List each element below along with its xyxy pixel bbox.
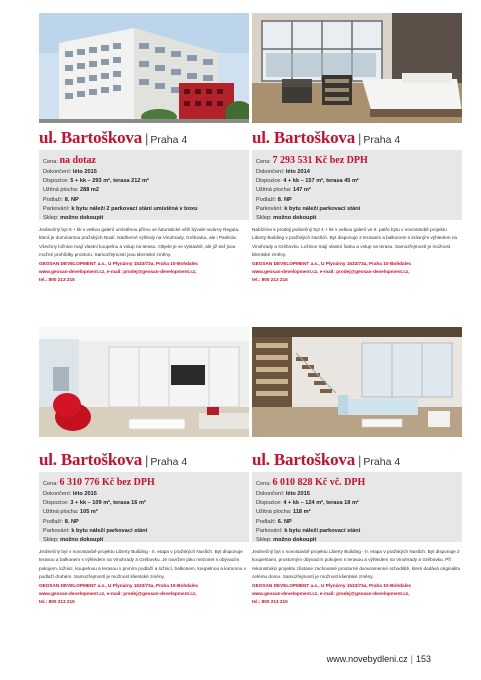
parking-value: k bytu náleží parkovací stání <box>71 527 148 534</box>
parking-label: Parkování: <box>256 527 283 534</box>
cellar-value: možno dokoupit <box>60 537 104 544</box>
layout-label: Dispozice: <box>256 500 282 507</box>
layout-label: Dispozice: <box>43 178 69 185</box>
floor-label: Podlaží: <box>256 196 277 203</box>
listing-description <box>252 226 462 285</box>
description-text: Jedinečný byt v novostavbě projektu Liberty Building - II. etapa v pražských Nuslích. Byt disponuje 2 koupelnami, prostorným obývacím pokojem s terasou a výhledem na Vinohrady a Grébovku. Při rekonstrukci projektu zůstane zachované prostorné dvouramenné schodiště, které dodává originalitu celému domu. Samozřejmostí je možnost klientské změny. <box>252 549 461 580</box>
floor-value: 8. NP <box>64 518 79 525</box>
floor-row <box>43 196 245 205</box>
price-value: 6 310 776 Kč bez DPH <box>59 477 155 488</box>
floor-label: Podlaží: <box>256 518 277 525</box>
cellar-label: Sklep: <box>43 537 59 544</box>
price-row <box>43 477 245 490</box>
listing-heading <box>39 450 249 468</box>
heading-separator: | <box>145 453 149 468</box>
area-value: 147 m² <box>293 187 311 194</box>
floor-row <box>256 518 458 527</box>
description-text: Jedinečný byt v novostavbě projektu Liberty Building - II. etapa v pražských Nuslích. Byt disponuje terasou a balkonem s výhledem na Vinohrady a Grébovku. Je navržen jako mezonet s obývacím pokojem, ložnicí, koupelnou a terasou v prvním podlaží a ložnicí, balkonem, koupelnou a komorou v podlaží druhém. Samozřejmostí je možnost klientské změny. <box>39 549 247 580</box>
price-row <box>256 155 458 168</box>
parking-value: k bytu náleží parkovací stání <box>284 205 361 212</box>
price-label: Cena: <box>256 481 271 487</box>
listing-description <box>252 548 462 607</box>
parking-label: Parkování: <box>256 205 283 212</box>
area-value: 118 m² <box>293 509 311 516</box>
page-number: 153 <box>415 654 431 664</box>
cellar-value: možno dokoupit <box>273 537 317 544</box>
layout-value: 4 + kk – 157 m², terasa 45 m² <box>283 178 359 185</box>
price-label: Cena: <box>256 159 271 165</box>
area-value: 288 m2 <box>80 187 99 194</box>
cellar-label: Sklep: <box>43 215 59 222</box>
district-name: Praha 4 <box>363 456 401 468</box>
listing-description <box>39 548 249 607</box>
cellar-value: možno dokoupit <box>60 215 104 222</box>
area-row <box>256 508 458 517</box>
completion-row <box>256 490 458 499</box>
layout-value: 3 + kk – 109 m², terasa 16 m² <box>70 500 146 507</box>
cellar-row <box>43 536 245 545</box>
price-label: Cena: <box>43 159 58 165</box>
listing-description <box>39 226 249 285</box>
listing-heading <box>252 128 462 146</box>
floor-label: Podlaží: <box>43 196 64 203</box>
price-value: 7 293 531 Kč bez DPH <box>272 155 368 166</box>
layout-value: 4 + kk – 124 m², terasa 18 m² <box>283 500 359 507</box>
completion-label: Dokončení: <box>43 169 72 175</box>
listing-photo-bedroom <box>252 13 462 123</box>
district-name: Praha 4 <box>363 134 401 146</box>
floor-row <box>256 196 458 205</box>
price-row <box>43 155 245 168</box>
contact-web-email[interactable]: www.geosan-development.cz, e-mail: prodej@geosan-development.cz, <box>252 591 410 597</box>
completion-value: léto 2014 <box>285 169 310 175</box>
cellar-value: možno dokoupit <box>273 215 317 222</box>
listing-heading <box>252 450 462 468</box>
contact-web-email[interactable]: www.geosan-development.cz, e-mail: prodej@geosan-development.cz, <box>252 269 410 275</box>
listing-specs <box>39 472 249 542</box>
cellar-label: Sklep: <box>256 215 272 222</box>
listing-photo-staircase-room <box>252 327 462 437</box>
cellar-row <box>256 536 458 545</box>
area-label: Užitná plocha: <box>43 509 79 516</box>
bedroom-interior-image <box>252 13 462 123</box>
company-address: GEOSAN DEVELOPMENT a.s., U Plynárny 1533/73a, Praha 10-Bohdalec <box>252 260 412 266</box>
parking-row <box>43 205 245 214</box>
listing-heading <box>39 128 249 146</box>
footer-separator: | <box>410 654 413 664</box>
listing-photo-building <box>39 13 249 123</box>
company-address: GEOSAN DEVELOPMENT a.s., U Plynárny 1533/73a, Praha 10-Bohdalec <box>39 260 199 266</box>
heading-separator: | <box>358 453 362 468</box>
contact-phone[interactable]: tel.: 800 213 215 <box>39 277 75 283</box>
layout-label: Dispozice: <box>256 178 282 185</box>
street-name: ul. Bartoškova <box>252 450 355 469</box>
floor-row <box>43 518 245 527</box>
floor-label: Podlaží: <box>43 518 64 525</box>
completion-value: léto 2015 <box>285 491 310 497</box>
parking-label: Parkování: <box>43 205 70 212</box>
district-name: Praha 4 <box>150 134 188 146</box>
floor-value: 6. NP <box>277 518 292 525</box>
cellar-label: Sklep: <box>256 537 272 544</box>
area-label: Užitná plocha: <box>256 187 292 194</box>
listing-photo-living-room <box>39 327 249 437</box>
building-exterior-image <box>39 13 249 123</box>
completion-label: Dokončení: <box>256 169 285 175</box>
company-address: GEOSAN DEVELOPMENT a.s., U Plynárny 1533/73a, Praha 10-Bohdalec <box>39 582 199 588</box>
layout-row <box>43 499 245 508</box>
price-label: Cena: <box>43 481 58 487</box>
price-value: na dotaz <box>59 155 96 166</box>
parking-row <box>43 527 245 536</box>
completion-label: Dokončení: <box>256 491 285 497</box>
area-row <box>43 186 245 195</box>
description-text: Jedinečný byt 5 + kk s velkou galerií umístěnou přímo ve futuristické věži bývalé továrny Regula, která je dominantou pražských Nuslí. Nádherné výhledy na Vinohrady, Grébovku, ale i Pankrác. Všechny ložnice mají vlastní koupelnu a vstup na terasu. Objekt je ve výstavbě, ale již teď jsou možné prohlídky prostoru. Samozřejmostí jsou klientské změny. <box>39 227 240 258</box>
completion-row <box>256 168 458 177</box>
price-row <box>256 477 458 490</box>
layout-row <box>256 499 458 508</box>
listing-specs <box>252 150 462 220</box>
completion-row <box>43 168 245 177</box>
contact-web-email[interactable]: www.geosan-development.cz, e-mail: prodej@geosan-development.cz, <box>39 591 197 597</box>
contact-phone[interactable]: tel.: 800 213 215 <box>39 599 75 605</box>
area-row <box>256 186 458 195</box>
description-text: Nabízíme k prodeji jedinečný byt 4 + kk s velkou galerií ve II. patře bytu v novostavbě projektu Liberty Building v pražských Nuslích. Byt disponuje 2 terasami a balkonem s krásným výhledem na Vinohrady a Grébovku. Ložnice mají vlastní šatnu a vstup na terasu. Samozřejmostí je možnost klientské změny. <box>252 227 458 258</box>
street-name: ul. Bartoškova <box>252 128 355 147</box>
living-room-image <box>39 327 249 437</box>
heading-separator: | <box>358 131 362 146</box>
parking-value: k bytu náleží parkovací stání <box>284 527 361 534</box>
area-label: Užitná plocha: <box>43 187 79 194</box>
area-label: Užitná plocha: <box>256 509 292 516</box>
parking-value: k bytu náleží 2 parkovací stání umístěná v boxu <box>71 205 198 212</box>
parking-row <box>256 527 458 536</box>
completion-row <box>43 490 245 499</box>
contact-web-email[interactable]: www.geosan-development.cz, e-mail: prodej@geosan-development.cz, <box>39 269 197 275</box>
contact-phone[interactable]: tel.: 800 213 215 <box>252 277 288 283</box>
cellar-row <box>43 214 245 223</box>
area-row <box>43 508 245 517</box>
page-footer <box>327 654 431 664</box>
listing-specs <box>39 150 249 220</box>
completion-value: léto 2015 <box>72 491 97 497</box>
district-name: Praha 4 <box>150 456 188 468</box>
heading-separator: | <box>145 131 149 146</box>
layout-row <box>43 177 245 186</box>
footer-site[interactable]: www.novebydleni.cz <box>326 654 408 664</box>
company-address: GEOSAN DEVELOPMENT a.s., U Plynárny 1533/73a, Praha 10-Bohdalec <box>252 582 412 588</box>
completion-value: léto 2015 <box>72 169 97 175</box>
living-room-staircase-image <box>252 327 462 437</box>
street-name: ul. Bartoškova <box>39 128 142 147</box>
cellar-row <box>256 214 458 223</box>
floor-value: 8. NP <box>64 196 79 203</box>
contact-phone[interactable]: tel.: 800 213 215 <box>252 599 288 605</box>
completion-label: Dokončení: <box>43 491 72 497</box>
layout-row <box>256 177 458 186</box>
listing-specs <box>252 472 462 542</box>
parking-label: Parkování: <box>43 527 70 534</box>
floor-value: 8. NP <box>277 196 292 203</box>
layout-label: Dispozice: <box>43 500 69 507</box>
price-value: 6 010 828 Kč vč. DPH <box>272 477 366 488</box>
layout-value: 5 + kk – 293 m², terasa 212 m² <box>70 178 149 185</box>
street-name: ul. Bartoškova <box>39 450 142 469</box>
parking-row <box>256 205 458 214</box>
area-value: 105 m² <box>80 509 98 516</box>
